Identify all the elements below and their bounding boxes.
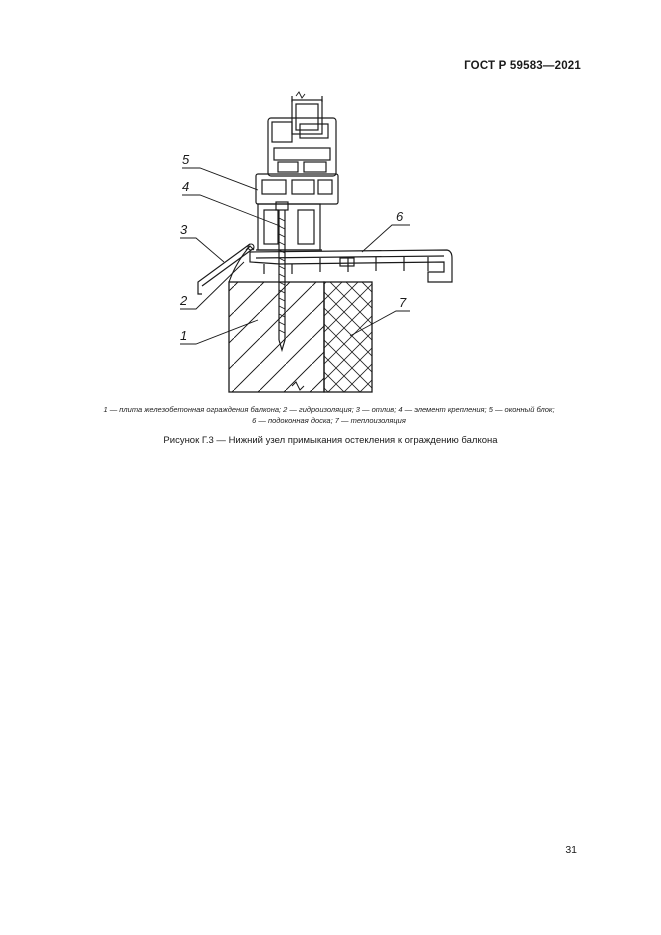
callout-7: 7 xyxy=(399,295,407,310)
thermal-insulation xyxy=(324,282,372,392)
legend-line-1: 1 — плита железобетонная ограждения балкона; 2 — гидроизоляция; 3 — отлив; 4 — элемент крепления; 5 — оконный блок; xyxy=(103,405,555,414)
concrete-slab xyxy=(229,282,324,392)
technical-drawing xyxy=(0,0,661,400)
callout-4: 4 xyxy=(182,179,190,194)
standard-code: ГОСТ Р 59583—2021 xyxy=(464,60,581,72)
page-number: 31 xyxy=(565,844,577,856)
window-sill-board xyxy=(250,250,452,282)
callout-1: 1 xyxy=(180,328,188,343)
callout-3: 3 xyxy=(180,222,188,237)
callout-5: 5 xyxy=(182,152,190,167)
figure-legend xyxy=(40,404,618,426)
figure-caption: Рисунок Г.3 — Нижний узел примыкания остекления к ограждению балкона xyxy=(163,435,498,446)
callout-2: 2 xyxy=(180,293,188,308)
callout-6: 6 xyxy=(396,209,404,224)
window-frame xyxy=(256,92,338,250)
legend-line-2: 6 — подоконная доска; 7 — теплоизоляция xyxy=(252,416,406,425)
